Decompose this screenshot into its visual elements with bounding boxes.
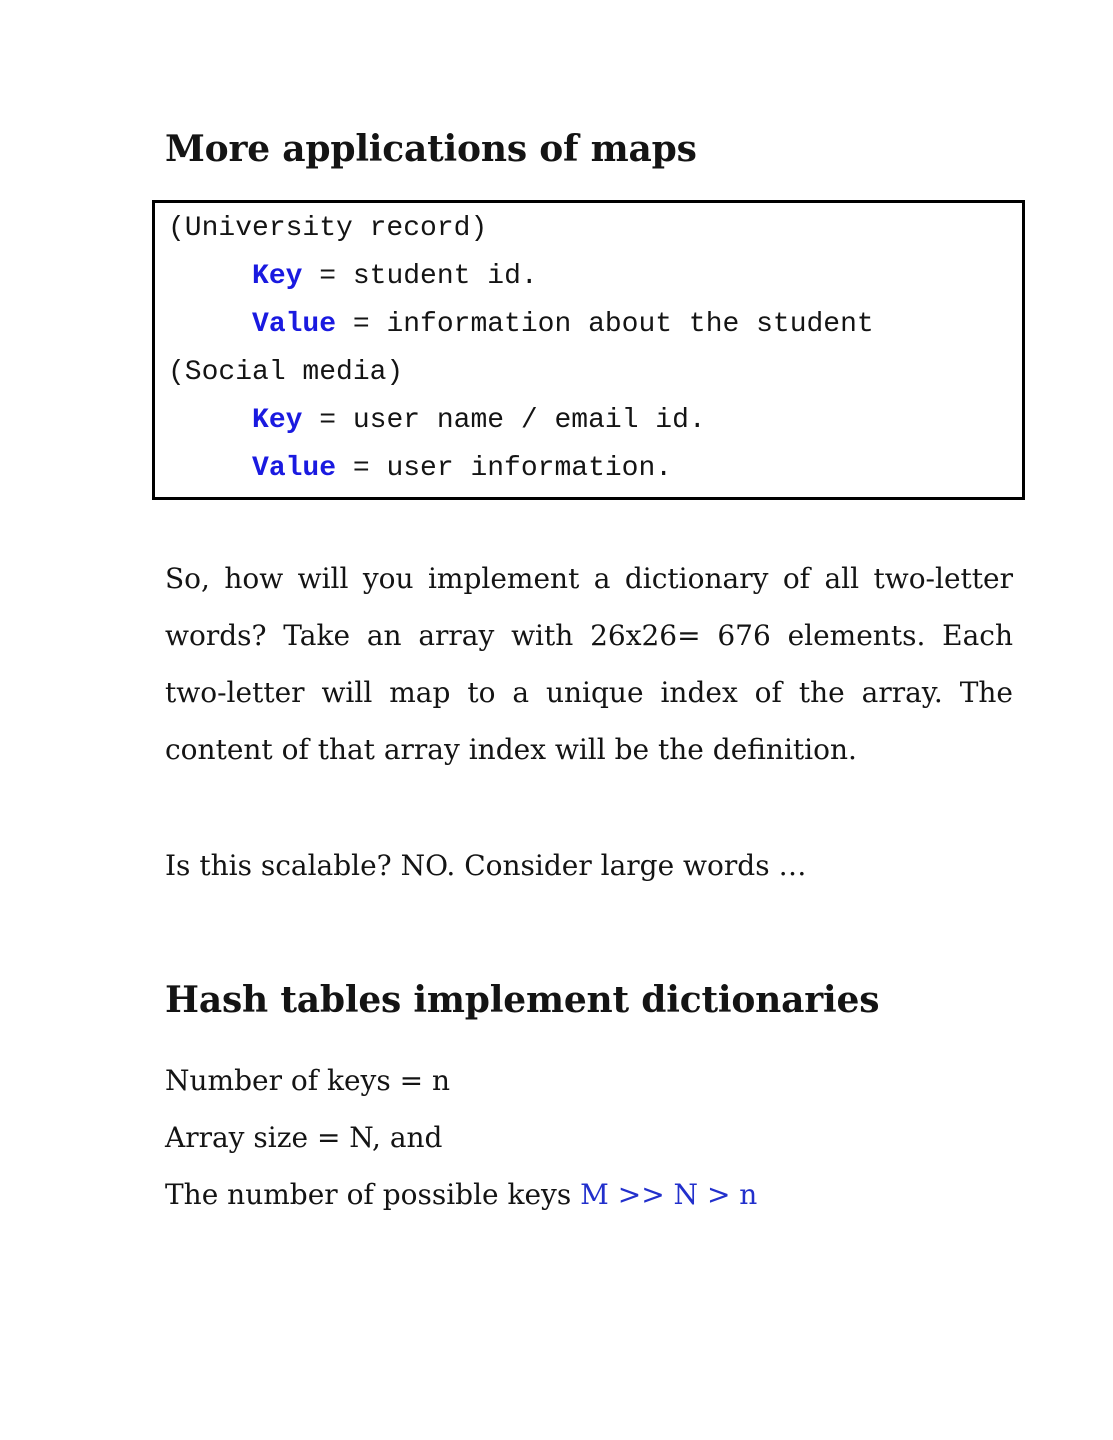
code-keyword-key: Key (252, 261, 303, 292)
heading-hash-tables-implement-dictionaries: Hash tables implement dictionaries (165, 979, 880, 1021)
code-line-value-user-info (168, 445, 1012, 493)
code-text: (University record) (168, 213, 488, 244)
code-indent (168, 261, 252, 292)
map-examples-code-box (152, 200, 1025, 500)
hash-table-parameters (165, 1052, 1013, 1223)
code-line-key-student-id (168, 253, 1012, 301)
code-text: (Social media) (168, 357, 404, 388)
code-line-value-student-info (168, 301, 1012, 349)
paragraph-line: two-letter will map to a unique index of the array. The (165, 676, 1013, 709)
code-line-university-record (168, 205, 1012, 253)
code-line-key-user-name (168, 397, 1012, 445)
line-array-size: Array size = N, and (165, 1121, 443, 1154)
code-indent (168, 309, 252, 340)
code-indent (168, 405, 252, 436)
paragraph-line: words? Take an array with 26x26= 676 elements. Each (165, 619, 1013, 652)
code-keyword-key: Key (252, 405, 303, 436)
possible-keys-text: The number of possible keys (165, 1178, 581, 1211)
line-number-of-keys: Number of keys = n (165, 1064, 451, 1097)
paragraph-line: So, how will you implement a dictionary of all two-letter (165, 562, 1013, 595)
paragraph-scalable-question: Is this scalable? NO. Consider large words … (165, 849, 807, 882)
code-keyword-value: Value (252, 309, 337, 340)
math-inequality: M >> N > n (580, 1178, 758, 1211)
heading-more-applications-of-maps: More applications of maps (165, 128, 697, 170)
code-text: = user information. (336, 453, 673, 484)
code-text: = user name / email id. (302, 405, 706, 436)
code-indent (168, 453, 252, 484)
code-text: = student id. (302, 261, 538, 292)
code-line-social-media (168, 349, 1012, 397)
line-possible-keys (165, 1166, 1013, 1223)
code-text: = information about the student (336, 309, 874, 340)
code-keyword-value: Value (252, 453, 337, 484)
paragraph-two-letter-dictionary (165, 550, 1013, 778)
paragraph-line: content of that array index will be the definition. (165, 733, 857, 766)
